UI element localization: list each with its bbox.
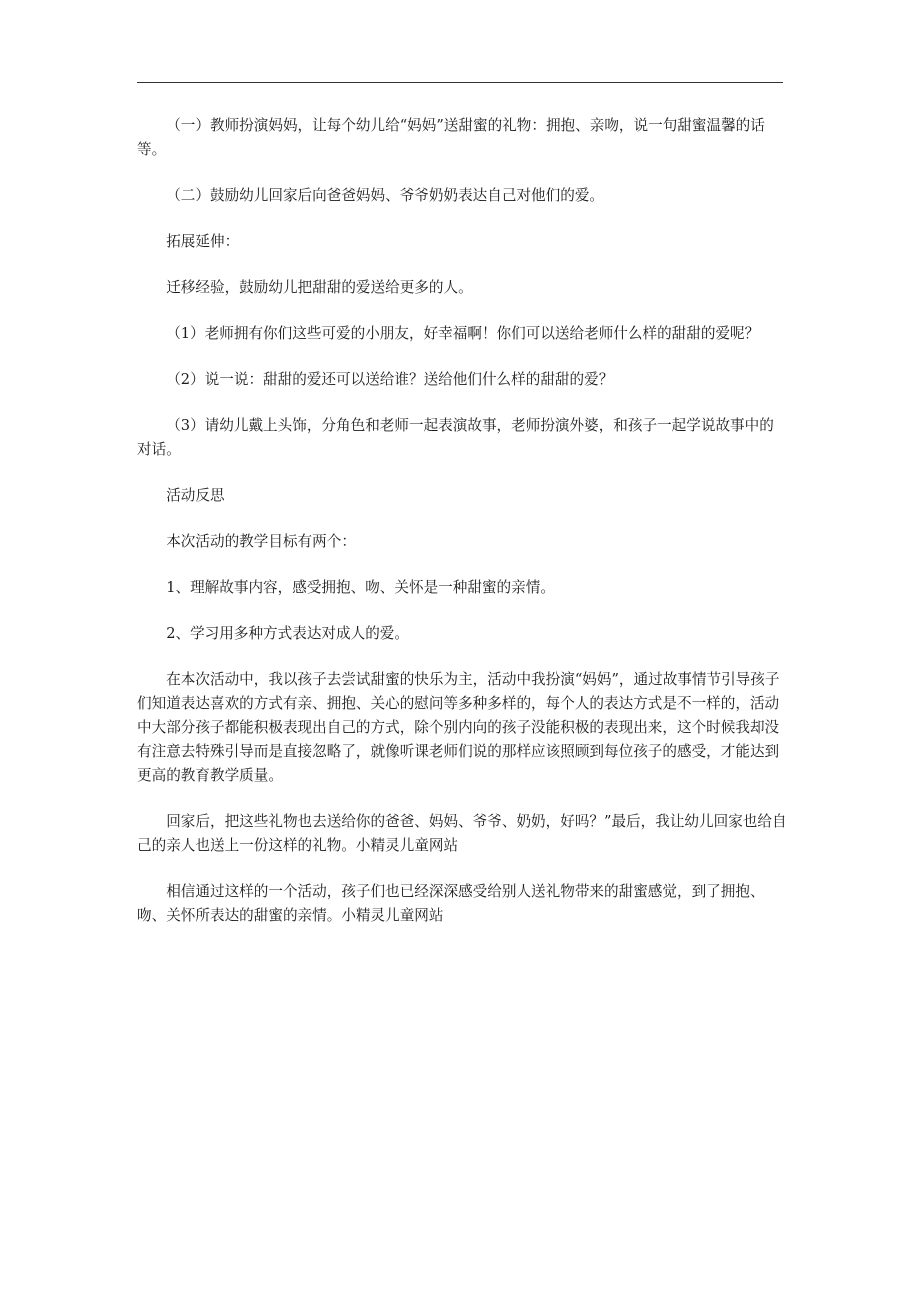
paragraph-goals-intro: 本次活动的教学目标有两个： [166,533,356,550]
paragraph-goal-2: 2、学习用多种方式表达对成人的爱。 [166,625,409,642]
paragraph-item-3: （3）请幼儿戴上头饰，分角色和老师一起表演故事，老师扮演外婆，和孩子一起学说故事中的对话。 [137,417,774,458]
paragraph-item-1: （1）老师拥有你们这些可爱的小朋友，好幸福啊！你们可以送给老师什么样的甜甜的爱呢？ [166,325,760,342]
paragraph-activity-step-2: （二）鼓励幼儿回家后向爸爸妈妈、爷爷奶奶表达自己对他们的爱。 [166,187,605,204]
paragraph-goal-1: 1、理解故事内容，感受拥抱、吻、关怀是一种甜蜜的亲情。 [166,579,555,596]
paragraph-item-2: （2）说一说：甜甜的爱还可以送给谁？送给他们什么样的甜甜的爱？ [166,371,614,388]
paragraph-activity-step-1: （一）教师扮演妈妈，让每个幼儿给“妈妈”送甜蜜的礼物：拥抱、亲吻，说一句甜蜜温馨的话等。 [137,117,765,158]
section-heading-extension: 拓展延伸： [166,233,240,250]
paragraph-home-gift: 回家后，把这些礼物也去送给你的爸爸、妈妈、爷爷、奶奶，好吗？”最后，我让幼儿回家也给自己的亲人也送上一份这样的礼物。小精灵儿童网站 [137,813,787,854]
header-rule [137,82,783,83]
paragraph-conclusion: 相信通过这样的一个活动，孩子们也已经深深感受给别人送礼物带来的甜蜜感觉，到了拥抱、吻、关怀所表达的甜蜜的亲情。小精灵儿童网站 [137,883,765,924]
paragraph-transfer-experience: 迁移经验，鼓励幼儿把甜甜的爱送给更多的人。 [166,279,473,296]
document-body [137,114,787,950]
section-heading-reflection: 活动反思 [166,487,225,504]
paragraph-reflection-body: 在本次活动中，我以孩子去尝试甜蜜的快乐为主，活动中我扮演“妈妈”，通过故事情节引导孩子们知道表达喜欢的方式有亲、拥抱、关心的慰问等多种多样的，每个人的表达方式是不一样的，活动中大部分孩子都能积极表现出自己的方式，除个别内向的孩子没能积极的表现出来，这个时候我却没有注意去特殊引导而是直接忽略了，就像听课老师们说的那样应该照顾到每位孩子的感受，才能达到更高的教育教学质量。 [137,671,780,784]
